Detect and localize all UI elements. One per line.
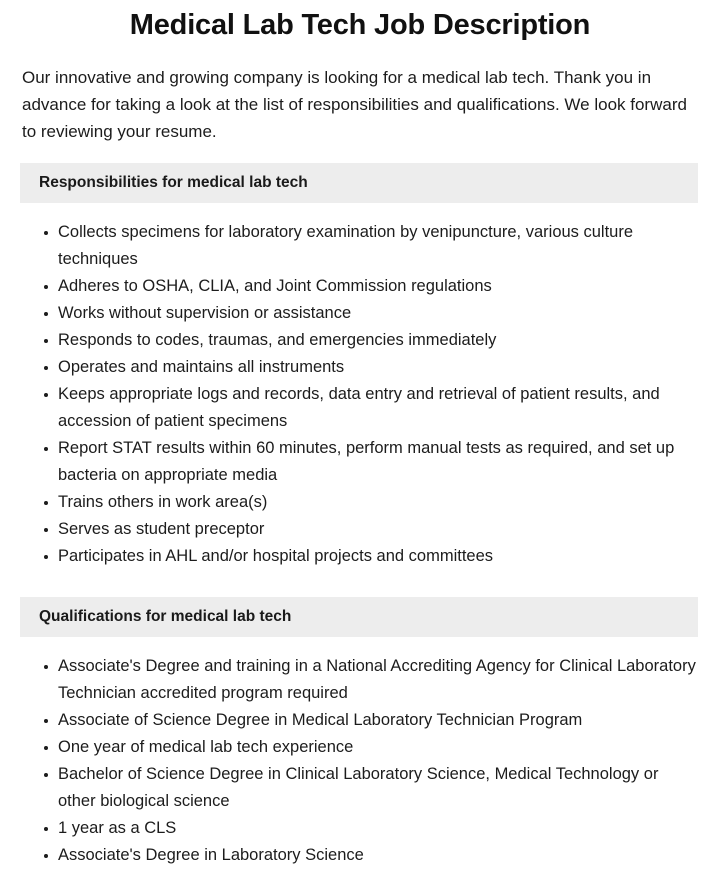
list-item: Associate of Science Degree in Medical Laboratory Technician Program: [58, 707, 698, 734]
section-spacer: [0, 570, 720, 579]
section-heading-label: Responsibilities for medical lab tech: [39, 174, 308, 191]
section-header-responsibilities: [20, 163, 698, 203]
list-item: Associate's Degree and training in a National Accrediting Agency for Clinical Laboratory Technician accredited program required: [58, 653, 698, 707]
list-item: One year of medical lab tech experience: [58, 734, 698, 761]
intro-paragraph: Our innovative and growing company is looking for a medical lab tech. Thank you in advance for taking a look at the list of responsibilities and qualifications. We look forward to reviewing your resume.: [22, 68, 687, 141]
list-item: Collects specimens for laboratory examination by venipuncture, various culture techniques: [58, 219, 698, 273]
list-item: 1 year as a CLS: [58, 815, 698, 842]
section-responsibilities: [0, 163, 720, 570]
list-item: Report STAT results within 60 minutes, perform manual tests as required, and set up bacteria on appropriate media: [58, 435, 698, 489]
responsibilities-list: [0, 203, 720, 570]
list-item: Participates in AHL and/or hospital projects and committees: [58, 543, 698, 570]
list-item: Works without supervision or assistance: [58, 300, 698, 327]
section-header-qualifications: [20, 597, 698, 637]
page-title: Medical Lab Tech Job Description: [129, 9, 591, 41]
section-heading-label: Qualifications for medical lab tech: [39, 608, 292, 625]
list-item: Adheres to OSHA, CLIA, and Joint Commission regulations: [58, 273, 698, 300]
list-item: Trains others in work area(s): [58, 489, 698, 516]
list-item: Serves as student preceptor: [58, 516, 698, 543]
list-item: Responds to codes, traumas, and emergencies immediately: [58, 327, 698, 354]
list-item: Keeps appropriate logs and records, data entry and retrieval of patient results, and accession of patient specimens: [58, 381, 698, 435]
section-qualifications: [0, 597, 720, 869]
list-item: Associate's Degree in Laboratory Science: [58, 842, 698, 869]
list-item: Bachelor of Science Degree in Clinical Laboratory Science, Medical Technology or other biological science: [58, 761, 698, 815]
qualifications-list: [0, 637, 720, 869]
list-item: Operates and maintains all instruments: [58, 354, 698, 381]
